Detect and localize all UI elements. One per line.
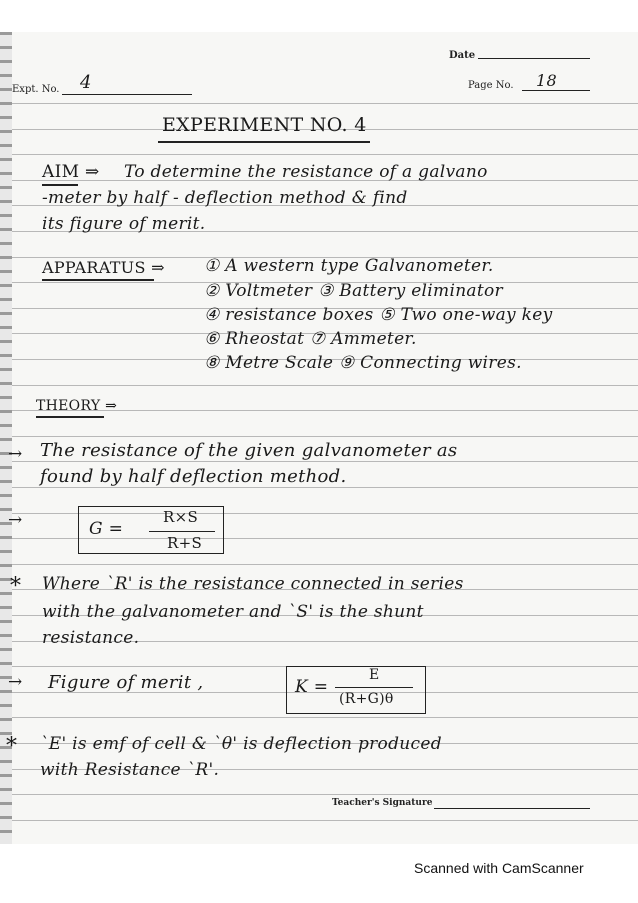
experiment-title: EXPERIMENT NO. 4 xyxy=(162,114,367,136)
formula-lhs: G = xyxy=(89,519,124,539)
ruled-line xyxy=(12,487,638,488)
where-line-2: with the galvanometer and `S' is the shunt xyxy=(42,602,424,622)
half-deflection-formula-box xyxy=(78,506,224,554)
ruled-line xyxy=(12,436,638,437)
aim-line-2: -meter by half - deflection method & find xyxy=(42,188,408,208)
star-bullet-1: * xyxy=(10,574,22,599)
star-bullet-2: * xyxy=(6,734,18,759)
merit-numerator: E xyxy=(369,667,380,683)
theory-line-1: The resistance of the given galvanometer as xyxy=(40,440,458,461)
expt-no-label: Expt. No. xyxy=(12,84,60,95)
figure-of-merit-label: Figure of merit , xyxy=(48,672,204,693)
theory-underline xyxy=(36,416,104,418)
spiral-binding xyxy=(0,32,12,844)
ruled-line xyxy=(12,717,638,718)
teacher-signature-label: Teacher's Signature xyxy=(332,798,433,808)
apparatus-items-4-5: ④ resistance boxes ⑤ Two one-way key xyxy=(204,305,553,325)
expt-no-value: 4 xyxy=(80,72,92,93)
theory-arrow-1: → xyxy=(8,444,23,464)
teacher-signature-line xyxy=(434,808,590,809)
ruled-line xyxy=(12,154,638,155)
formula-fraction-bar xyxy=(149,531,215,532)
page-no-value: 18 xyxy=(536,71,557,90)
title-underline xyxy=(158,141,370,143)
formula-numerator: R×S xyxy=(163,508,199,526)
ruled-line xyxy=(12,385,638,386)
date-label: Date xyxy=(449,50,476,61)
theory-label: THEORY ⇒ xyxy=(36,398,118,414)
emf-line-1: `E' is emf of cell & `θ' is deflection produced xyxy=(40,734,442,754)
where-line-1: Where `R' is the resistance connected in series xyxy=(42,574,464,594)
formula-denominator: R+S xyxy=(167,534,203,552)
apparatus-item-1: ① A western type Galvanometer. xyxy=(204,256,494,276)
ruled-line xyxy=(12,564,638,565)
apparatus-underline xyxy=(42,279,154,281)
apparatus-items-8-9: ⑧ Metre Scale ⑨ Connecting wires. xyxy=(204,353,522,373)
ruled-line xyxy=(12,794,638,795)
page-no-label: Page No. xyxy=(468,80,514,91)
theory-line-2: found by half deflection method. xyxy=(40,466,347,487)
where-line-3: resistance. xyxy=(42,628,140,648)
aim-line-1: To determine the resistance of a galvano xyxy=(124,162,488,182)
merit-fraction-bar xyxy=(335,687,413,688)
aim-underline xyxy=(42,184,78,186)
figure-of-merit-formula-box xyxy=(286,666,426,714)
page-no-line xyxy=(522,90,590,91)
aim-label: AIM ⇒ xyxy=(42,162,100,182)
apparatus-items-2-3: ② Voltmeter ③ Battery eliminator xyxy=(204,281,503,301)
emf-line-2: with Resistance `R'. xyxy=(40,760,220,780)
merit-denominator: (R+G)θ xyxy=(339,691,394,707)
apparatus-items-6-7: ⑥ Rheostat ⑦ Ammeter. xyxy=(204,329,417,349)
date-line xyxy=(478,58,590,59)
aim-line-3: its figure of merit. xyxy=(42,214,206,234)
ruled-line xyxy=(12,103,638,104)
theory-arrow-2: → xyxy=(8,510,23,530)
ruled-line xyxy=(12,820,638,821)
apparatus-label: APPARATUS ⇒ xyxy=(42,258,165,277)
merit-lhs: K = xyxy=(295,677,329,697)
scanner-footer xyxy=(0,844,638,903)
camscanner-watermark: Scanned with CamScanner xyxy=(414,860,584,876)
expt-no-line xyxy=(62,94,192,95)
ruled-line xyxy=(12,461,638,462)
theory-arrow-3: → xyxy=(8,672,23,692)
